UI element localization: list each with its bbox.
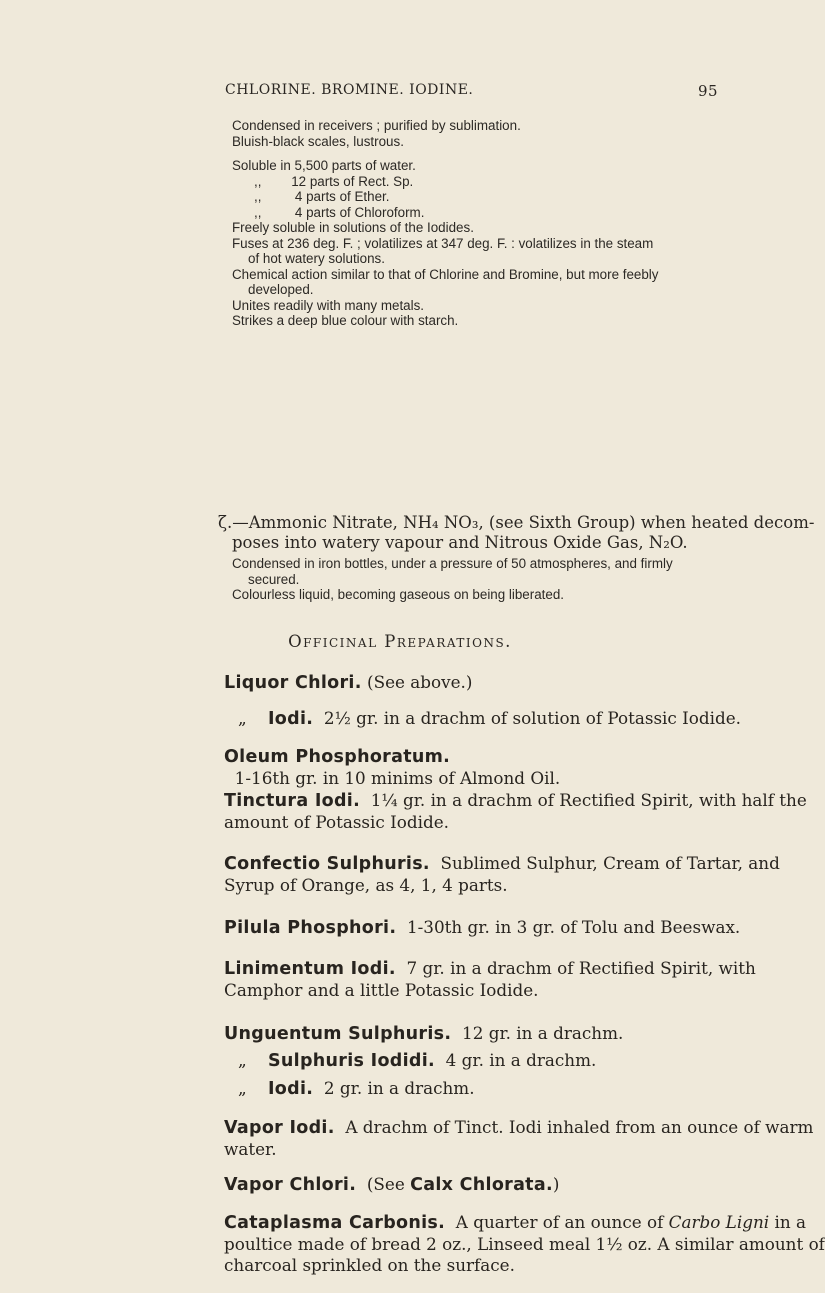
prep-pilula-phosphori — [224, 917, 764, 939]
prep-text: 1-30th gr. in 3 gr. of Tolu and Beeswax. — [396, 917, 741, 937]
prep-text: 1-16th gr. in 10 minims of Almond Oil. — [224, 768, 561, 788]
prep-continuation: Syrup of Orange, as 4, 1, 4 parts. — [224, 875, 508, 895]
property-line: ,, 4 parts of Ether. — [254, 189, 390, 204]
property-line: Bluish-black scales, lustrous. — [232, 133, 404, 149]
note-line: Condensed in iron bottles, under a pressure of 50 atmospheres, and firmly — [232, 556, 673, 571]
prep-name: Cataplasma Carbonis. — [224, 1213, 446, 1233]
prep-continuation: poultice made of bread 2 oz., Linseed meal 1½ oz. A similar amount of — [224, 1234, 825, 1254]
prep-continuation: amount of Potassic Iodide. — [224, 812, 449, 832]
prep-text: (See above.) — [361, 672, 473, 692]
property-line: Unites readily with many metals. — [232, 297, 425, 313]
prep-oleum-phosphoratum — [224, 746, 764, 789]
ditto-mark: „ — [238, 708, 247, 728]
prep-linimentum-iodi — [224, 958, 764, 1001]
prep-text: A quarter of an ounce of — [445, 1212, 669, 1232]
prep-continuation: charcoal sprinkled on the surface. — [224, 1255, 515, 1275]
property-line: Fuses at 236 deg. F. ; volatilizes at 347 deg. F. : volatilizes in the steam — [232, 235, 654, 251]
note-line: secured. — [248, 571, 300, 587]
prep-text: (See — [356, 1174, 411, 1194]
prep-text: Sublimed Sulphur, Cream of Tartar, and — [429, 853, 780, 873]
property-line: of hot watery solutions. — [248, 251, 385, 266]
running-title: CHLORINE. BROMINE. IODINE. — [225, 82, 474, 98]
prep-liquor-chlori — [224, 672, 764, 694]
prep-name: Pilula Phosphori. — [224, 918, 397, 938]
italic-term: Carbo Ligni — [668, 1212, 770, 1232]
prep-continuation: Camphor and a little Potassic Iodide. — [224, 980, 539, 1000]
property-line: Condensed in receivers ; purified by sublimation. — [232, 118, 521, 133]
ditto-mark: „ — [238, 1050, 247, 1070]
prep-text: 1¼ gr. in a drachm of Rectified Spirit, with half the — [360, 790, 807, 810]
prep-name: Vapor Iodi. — [224, 1118, 335, 1138]
property-line: Strikes a deep blue colour with starch. — [232, 313, 459, 328]
page-number: 95 — [698, 82, 719, 100]
prep-cataplasma-carbonis — [224, 1212, 825, 1276]
property-line: Soluble in 5,500 parts of water. — [232, 158, 416, 173]
prep-name: Linimentum Iodi. — [224, 959, 396, 979]
property-line: ,, 4 parts of Chloroform. — [254, 204, 425, 220]
property-line: ,, 12 parts of Rect. Sp. — [254, 173, 414, 189]
prep-tinctura-iodi — [224, 790, 807, 833]
prep-name: Vapor Chlori. — [224, 1175, 357, 1195]
iodine-properties — [232, 118, 752, 329]
prep-name: Confectio Sulphuris. — [224, 854, 430, 874]
prep-unguentum-iodi — [224, 1078, 764, 1100]
prep-text: ) — [552, 1174, 560, 1194]
prep-text: 7 gr. in a drachm of Rectified Spirit, with — [395, 958, 756, 978]
prep-name: Tinctura Iodi. — [224, 791, 361, 811]
property-line: Freely soluble in solutions of the Iodides. — [232, 220, 474, 235]
prep-confectio-sulphuris — [224, 853, 780, 896]
prep-text: 4 gr. in a drachm. — [434, 1050, 597, 1070]
ammonic-nitrate-paragraph — [218, 513, 815, 553]
prep-liquor-iodi — [224, 708, 764, 730]
prep-name: Sulphuris Iodidi. — [268, 1051, 435, 1071]
prep-vapor-chlori — [224, 1174, 764, 1196]
note-line: Colourless liquid, becoming gaseous on being liberated. — [232, 587, 565, 602]
cross-reference-name: Calx Chlorata. — [410, 1175, 553, 1195]
prep-name: Liquor Chlori. — [224, 673, 362, 693]
prep-continuation: water. — [224, 1139, 277, 1159]
nitrous-oxide-notes — [232, 556, 752, 603]
prep-text: in a — [769, 1212, 806, 1232]
prep-name: Unguentum Sulphuris. — [224, 1024, 452, 1044]
prep-unguentum-sulphuris-iodidi — [224, 1050, 764, 1072]
property-line: developed. — [248, 282, 314, 297]
zeta-line-1: ζ.—Ammonic Nitrate, NH₄ NO₃, (see Sixth Group) when heated decom- — [218, 513, 815, 532]
prep-text: A drachm of Tinct. Iodi inhaled from an ounce of warm — [334, 1117, 814, 1137]
property-line: Chemical action similar to that of Chlorine and Bromine, but more feebly — [232, 266, 659, 282]
prep-name: Oleum Phosphoratum. — [224, 747, 451, 767]
prep-text: 12 gr. in a drachm. — [451, 1023, 624, 1043]
prep-name: Iodi. — [268, 709, 314, 729]
prep-vapor-iodi — [224, 1117, 814, 1160]
prep-name: Iodi. — [268, 1079, 314, 1099]
prep-unguentum-sulphuris — [224, 1023, 764, 1045]
prep-text: 2½ gr. in a drachm of solution of Potassic Iodide. — [313, 708, 741, 728]
ditto-mark: „ — [238, 1078, 247, 1098]
zeta-line-2: poses into watery vapour and Nitrous Oxide Gas, N₂O. — [232, 533, 688, 552]
section-heading: Officinal Preparations. — [288, 632, 512, 651]
prep-text: 2 gr. in a drachm. — [313, 1078, 475, 1098]
